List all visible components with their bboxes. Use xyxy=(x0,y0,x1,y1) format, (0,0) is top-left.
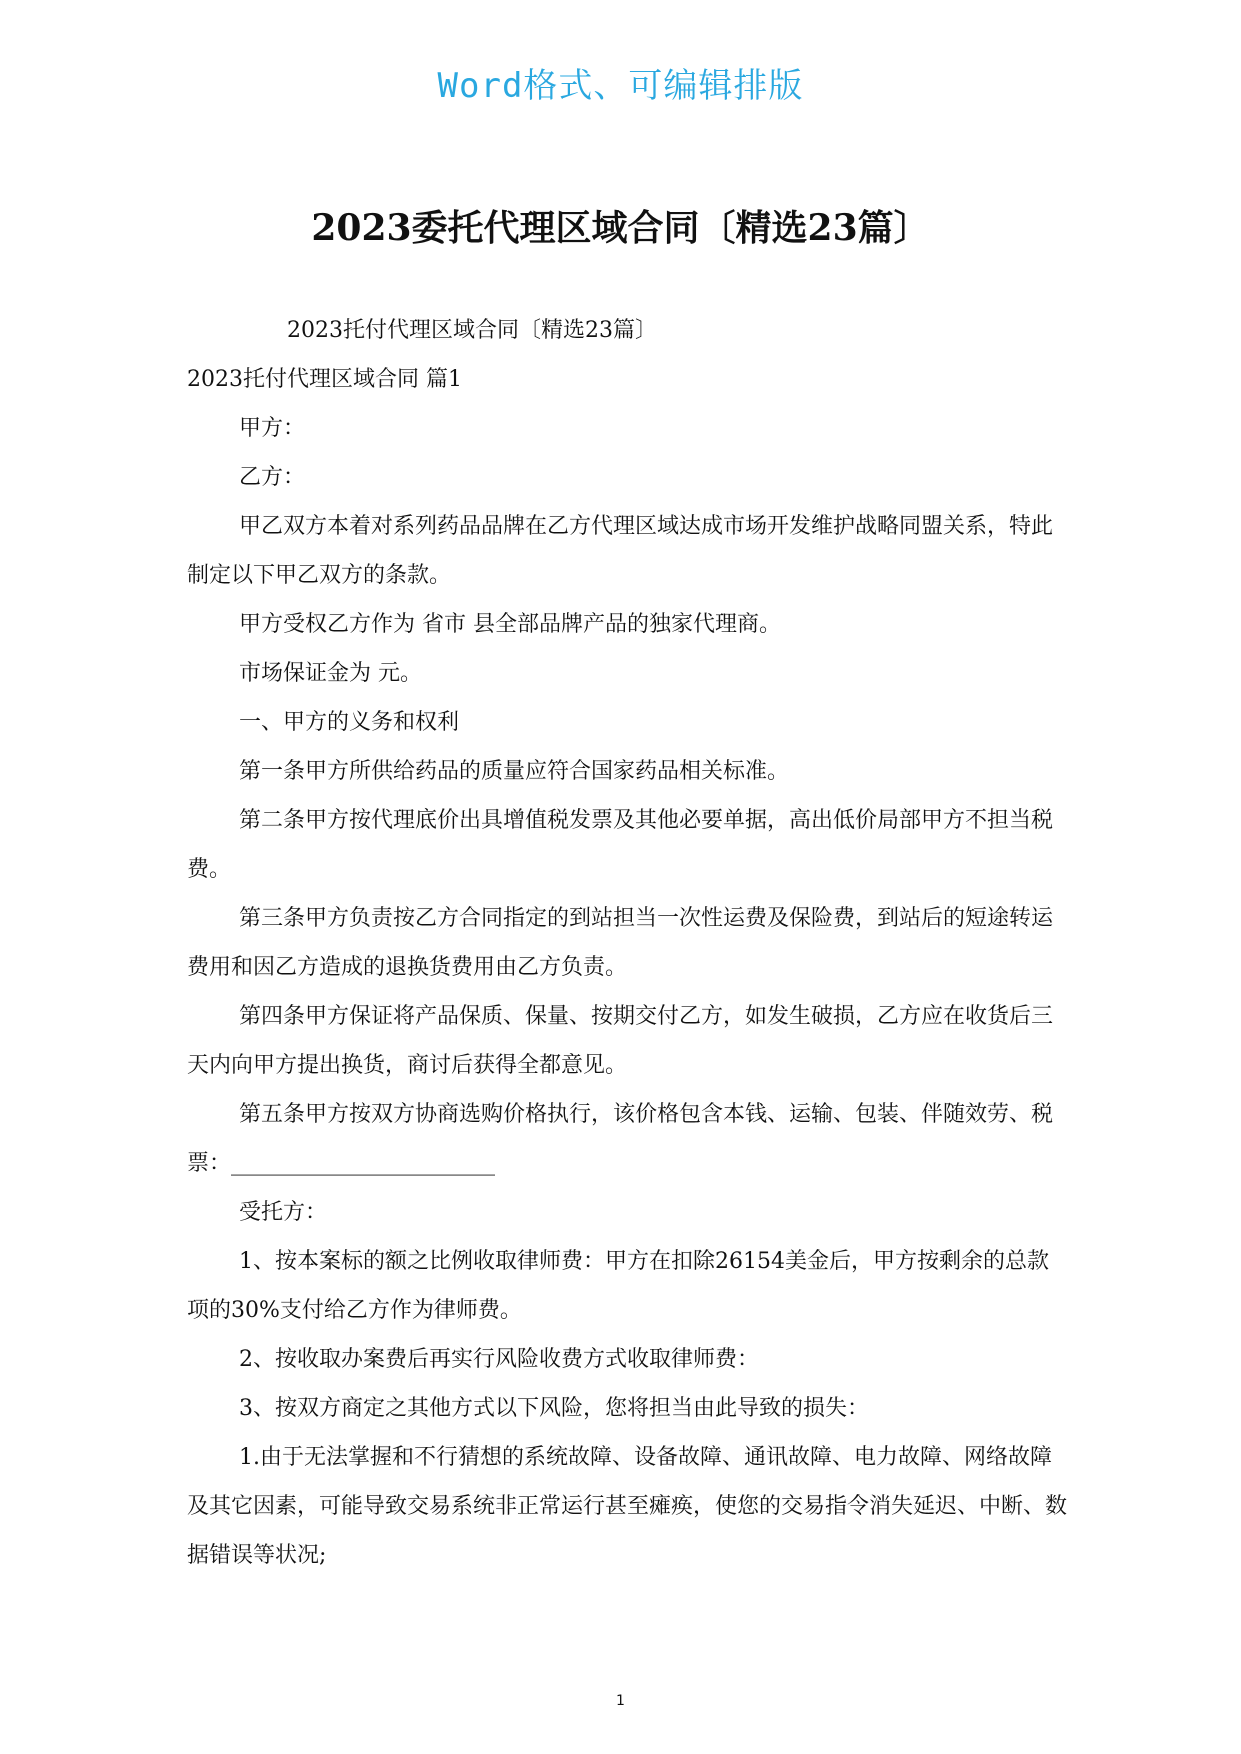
paragraph: 1.由于无法掌握和不行猜想的系统故障、设备故障、通讯故障、电力故障、网络故障及其它因素，可能导致交易系统非正常运行甚至瘫痪，使您的交易指令消失延迟、中断、数据错误等状况; xyxy=(187,1445,1068,1568)
paragraph: 一、甲方的义务和权利 xyxy=(239,710,460,735)
paragraph: 甲方： xyxy=(239,416,306,441)
paragraph: 2、按收取办案费后再实行风险收费方式收取律师费： xyxy=(239,1347,759,1372)
paragraph: 2023托付代理区域合同〔精选23篇〕 xyxy=(287,318,657,343)
paragraph: 第一条甲方所供给药品的质量应符合国家药品相关标准。 xyxy=(239,759,790,784)
paragraph: 第五条甲方按双方协商选购价格执行，该价格包含本钱、运输、包装、伴随效劳、税票：________________________ xyxy=(187,1102,1054,1176)
paragraph: 1、按本案标的额之比例收取律师费：甲方在扣除26154美金后，甲方按剩余的总款项的30%支付给乙方作为律师费。 xyxy=(187,1249,1049,1323)
paragraph: 第四条甲方保证将产品保质、保量、按期交付乙方，如发生破损，乙方应在收货后三天内向甲方提出换货，商讨后获得全都意见。 xyxy=(187,1004,1054,1078)
document-title: 2023委托代理区域合同〔精选23篇〕 xyxy=(311,207,930,249)
watermark-banner: Word格式、可编辑排版 xyxy=(437,66,804,106)
paragraph: 第二条甲方按代理底价出具增值税发票及其他必要单据，高出低价局部甲方不担当税费。 xyxy=(187,808,1054,882)
paragraph: 第三条甲方负责按乙方合同指定的到站担当一次性运费及保险费，到站后的短途转运费用和因乙方造成的退换货费用由乙方负责。 xyxy=(187,906,1054,980)
page-number: 1 xyxy=(616,1693,625,1709)
paragraph: 甲方受权乙方作为 省市 县全部品牌产品的独家代理商。 xyxy=(239,612,781,637)
paragraph: 3、按双方商定之其他方式以下风险，您将担当由此导致的损失： xyxy=(239,1396,869,1421)
paragraph: 受托方： xyxy=(239,1200,328,1225)
section-heading: 2023托付代理区域合同 篇1 xyxy=(187,367,462,392)
paragraph: 乙方： xyxy=(239,465,306,490)
paragraph: 甲乙双方本着对系列药品品牌在乙方代理区域达成市场开发维护战略同盟关系，特此制定以下甲乙双方的条款。 xyxy=(187,514,1054,588)
paragraph: 市场保证金为 元。 xyxy=(239,661,422,686)
document-body xyxy=(187,306,1067,1580)
